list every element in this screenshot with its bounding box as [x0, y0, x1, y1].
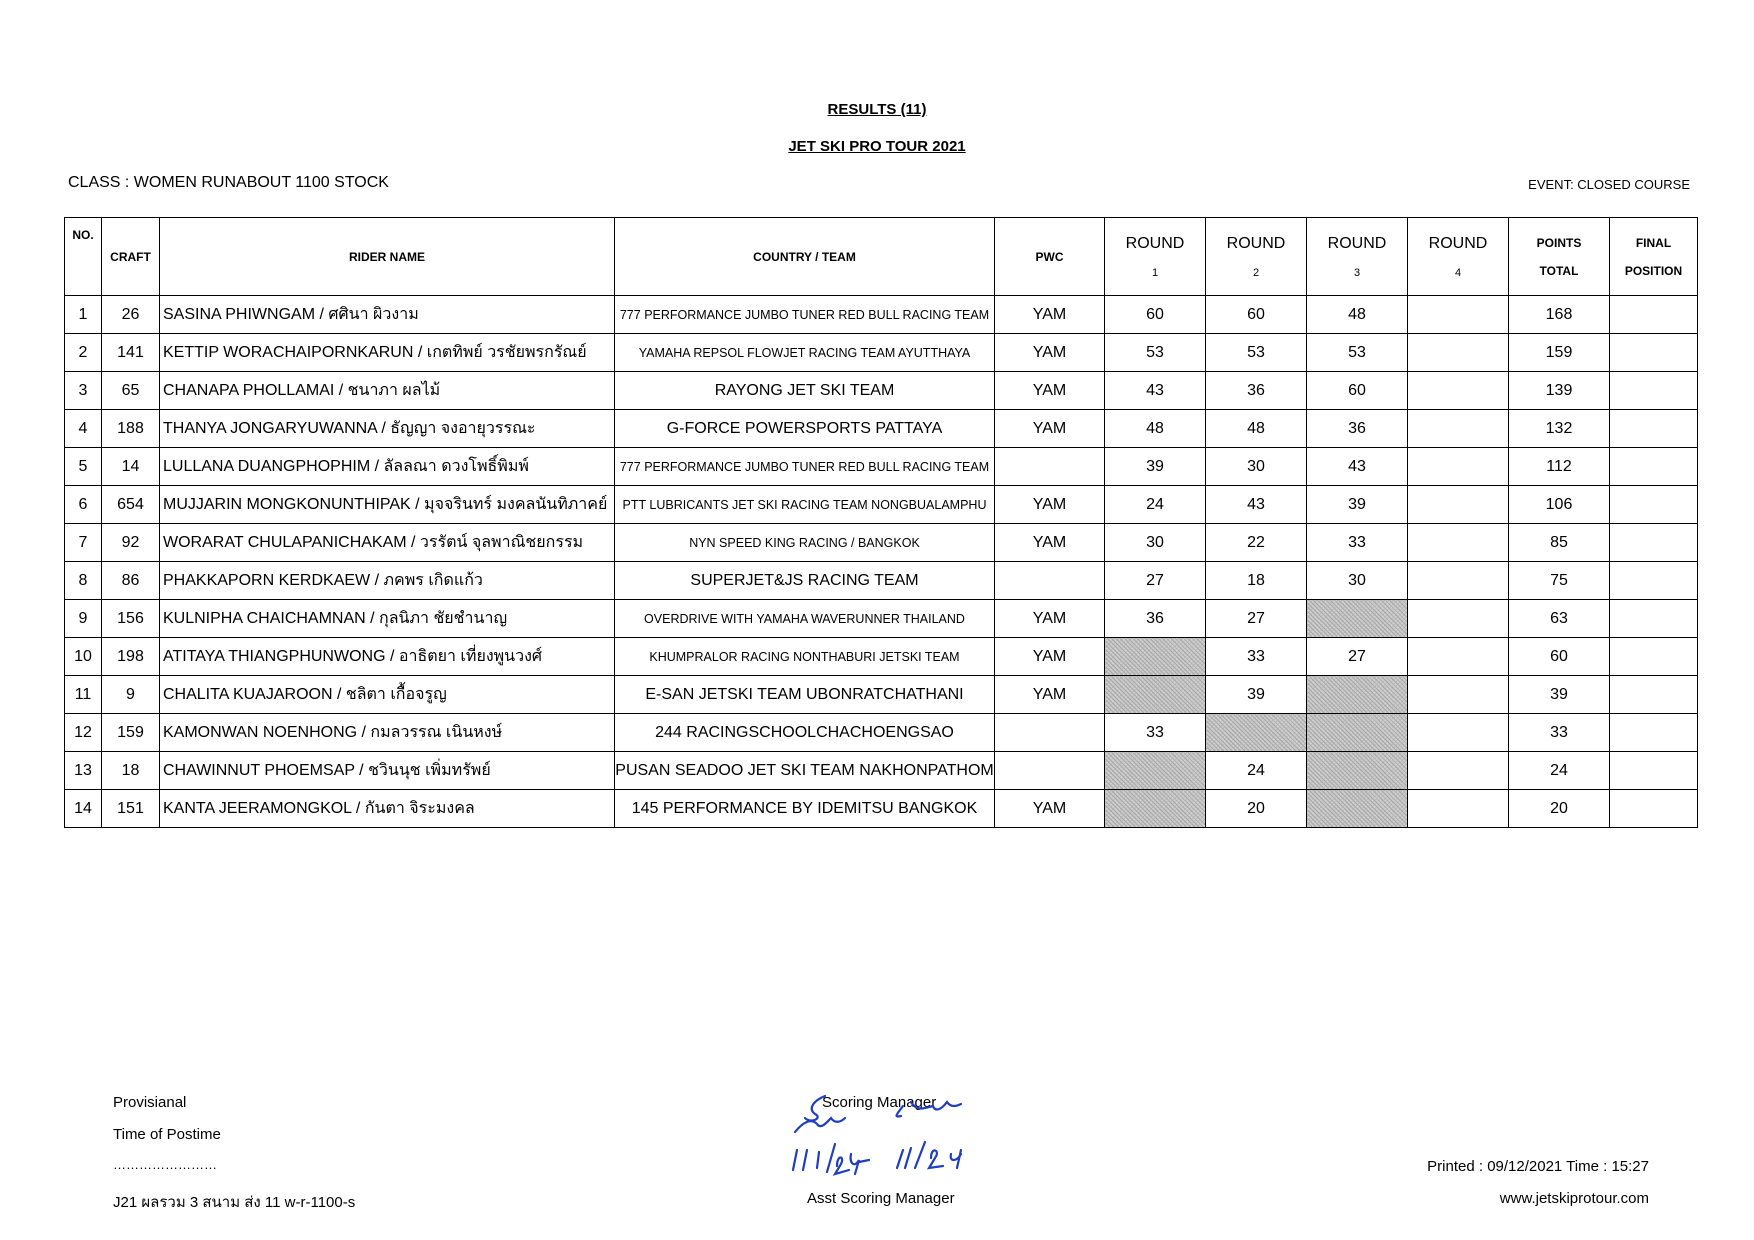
cell-team: KHUMPRALOR RACING NONTHABURI JETSKI TEAM [615, 638, 995, 676]
cell-no: 1 [65, 296, 102, 334]
col-header-no: NO. [65, 218, 102, 296]
table-row [65, 524, 1698, 562]
signature-stroke [795, 1096, 845, 1132]
cell-round-1: 39 [1105, 448, 1206, 486]
cell-round-3: 30 [1307, 562, 1408, 600]
cell-final-position [1610, 410, 1698, 448]
cell-round-1: 30 [1105, 524, 1206, 562]
cell-team: PUSAN SEADOO JET SKI TEAM NAKHONPATHOM [615, 752, 995, 790]
cell-round-2: 36 [1206, 372, 1307, 410]
cell-round-2 [1206, 714, 1307, 752]
cell-craft: 156 [102, 600, 160, 638]
cell-pwc: YAM [995, 524, 1105, 562]
cell-craft: 9 [102, 676, 160, 714]
cell-round-4 [1408, 714, 1509, 752]
cell-craft: 18 [102, 752, 160, 790]
col-header-round-1: ROUND 1 [1105, 218, 1206, 296]
cell-pwc [995, 448, 1105, 486]
cell-final-position [1610, 486, 1698, 524]
cell-round-3 [1307, 752, 1408, 790]
cell-pwc [995, 752, 1105, 790]
cell-team: RAYONG JET SKI TEAM [615, 372, 995, 410]
cell-round-1 [1105, 676, 1206, 714]
cell-points-total: 168 [1509, 296, 1610, 334]
results-table [64, 217, 1698, 828]
cell-round-1 [1105, 638, 1206, 676]
cell-no: 12 [65, 714, 102, 752]
cell-round-1: 27 [1105, 562, 1206, 600]
cell-final-position [1610, 638, 1698, 676]
cell-craft: 159 [102, 714, 160, 752]
cell-craft: 26 [102, 296, 160, 334]
cell-no: 14 [65, 790, 102, 828]
cell-no: 6 [65, 486, 102, 524]
cell-final-position [1610, 448, 1698, 486]
cell-no: 3 [65, 372, 102, 410]
signature-date-1 [793, 1144, 869, 1174]
time-of-postime-label: Time of Postime [113, 1126, 221, 1143]
table-header-row [65, 218, 1698, 296]
cell-round-3 [1307, 676, 1408, 714]
cell-round-4 [1408, 334, 1509, 372]
cell-rider: CHALITA KUAJAROON / ชลิตา เกื้อจรูญ [160, 676, 615, 714]
cell-round-2: 24 [1206, 752, 1307, 790]
cell-round-3: 53 [1307, 334, 1408, 372]
table-row [65, 410, 1698, 448]
col-header-points-total: POINTS TOTAL [1509, 218, 1610, 296]
cell-final-position [1610, 524, 1698, 562]
cell-round-3: 48 [1307, 296, 1408, 334]
cell-craft: 86 [102, 562, 160, 600]
cell-final-position [1610, 752, 1698, 790]
cell-round-2: 18 [1206, 562, 1307, 600]
cell-rider: MUJJARIN MONGKONUNTHIPAK / มุจจรินทร์ มงคลนันทิภาคย์ [160, 486, 615, 524]
cell-no: 13 [65, 752, 102, 790]
cell-final-position [1610, 562, 1698, 600]
col-header-rider: RIDER NAME [160, 218, 615, 296]
results-body [65, 296, 1698, 828]
cell-points-total: 33 [1509, 714, 1610, 752]
cell-points-total: 39 [1509, 676, 1610, 714]
cell-pwc: YAM [995, 638, 1105, 676]
cell-pwc: YAM [995, 676, 1105, 714]
cell-points-total: 132 [1509, 410, 1610, 448]
cell-points-total: 24 [1509, 752, 1610, 790]
cell-round-4 [1408, 676, 1509, 714]
cell-round-1 [1105, 752, 1206, 790]
event-series-title: JET SKI PRO TOUR 2021 [788, 138, 966, 155]
cell-round-1: 36 [1105, 600, 1206, 638]
cell-round-3: 43 [1307, 448, 1408, 486]
cell-points-total: 85 [1509, 524, 1610, 562]
cell-round-4 [1408, 638, 1509, 676]
results-title: RESULTS (11) [827, 101, 927, 118]
cell-round-2: 33 [1206, 638, 1307, 676]
cell-points-total: 75 [1509, 562, 1610, 600]
cell-no: 2 [65, 334, 102, 372]
cell-final-position [1610, 790, 1698, 828]
cell-round-2: 27 [1206, 600, 1307, 638]
cell-craft: 654 [102, 486, 160, 524]
cell-round-4 [1408, 752, 1509, 790]
cell-round-4 [1408, 600, 1509, 638]
cell-round-1: 24 [1105, 486, 1206, 524]
cell-rider: ATITAYA THIANGPHUNWONG / อาธิตยา เที่ยงพูนวงศ์ [160, 638, 615, 676]
cell-round-2: 39 [1206, 676, 1307, 714]
cell-pwc [995, 714, 1105, 752]
signature-date-2 [897, 1142, 961, 1168]
cell-points-total: 139 [1509, 372, 1610, 410]
cell-final-position [1610, 372, 1698, 410]
cell-team: G-FORCE POWERSPORTS PATTAYA [615, 410, 995, 448]
asst-scoring-manager-label: Asst Scoring Manager [807, 1190, 955, 1207]
cell-craft: 151 [102, 790, 160, 828]
cell-round-4 [1408, 448, 1509, 486]
cell-round-4 [1408, 562, 1509, 600]
table-row [65, 372, 1698, 410]
cell-round-4 [1408, 790, 1509, 828]
cell-points-total: 20 [1509, 790, 1610, 828]
cell-round-1: 48 [1105, 410, 1206, 448]
cell-craft: 65 [102, 372, 160, 410]
event-label: EVENT: CLOSED COURSE [1528, 177, 1690, 192]
cell-craft: 92 [102, 524, 160, 562]
table-row [65, 486, 1698, 524]
cell-points-total: 159 [1509, 334, 1610, 372]
col-header-round-3: ROUND 3 [1307, 218, 1408, 296]
cell-rider: CHANAPA PHOLLAMAI / ชนาภา ผลไม้ [160, 372, 615, 410]
cell-round-3: 27 [1307, 638, 1408, 676]
table-row [65, 562, 1698, 600]
cell-pwc: YAM [995, 372, 1105, 410]
cell-round-4 [1408, 410, 1509, 448]
col-header-pwc: PWC [995, 218, 1105, 296]
printed-timestamp: Printed : 09/12/2021 Time : 15:27 [1427, 1158, 1649, 1175]
cell-round-4 [1408, 372, 1509, 410]
cell-no: 9 [65, 600, 102, 638]
table-row [65, 600, 1698, 638]
cell-final-position [1610, 676, 1698, 714]
provisional-label: Provisianal [113, 1094, 187, 1111]
cell-no: 5 [65, 448, 102, 486]
cell-round-2: 43 [1206, 486, 1307, 524]
class-label: CLASS : WOMEN RUNABOUT 1100 STOCK [68, 174, 389, 191]
table-row [65, 448, 1698, 486]
cell-rider: CHAWINNUT PHOEMSAP / ชวินนุช เพิ่มทรัพย์ [160, 752, 615, 790]
cell-pwc: YAM [995, 486, 1105, 524]
signature-stroke [897, 1102, 961, 1117]
table-row [65, 752, 1698, 790]
cell-round-3: 33 [1307, 524, 1408, 562]
table-row [65, 790, 1698, 828]
col-header-round-2: ROUND 2 [1206, 218, 1307, 296]
cell-round-1: 60 [1105, 296, 1206, 334]
cell-rider: KETTIP WORACHAIPORNKARUN / เกตทิพย์ วรชัยพรกรัณย์ [160, 334, 615, 372]
cell-points-total: 60 [1509, 638, 1610, 676]
cell-pwc: YAM [995, 790, 1105, 828]
cell-rider: SASINA PHIWNGAM / ศศินา ผิวงาม [160, 296, 615, 334]
table-row [65, 676, 1698, 714]
table-row [65, 334, 1698, 372]
scoring-manager-label: Scoring Manager [822, 1094, 937, 1111]
cell-no: 10 [65, 638, 102, 676]
cell-round-3: 39 [1307, 486, 1408, 524]
cell-round-2: 20 [1206, 790, 1307, 828]
cell-team: PTT LUBRICANTS JET SKI RACING TEAM NONGBUALAMPHU [615, 486, 995, 524]
cell-no: 7 [65, 524, 102, 562]
cell-no: 8 [65, 562, 102, 600]
cell-final-position [1610, 334, 1698, 372]
cell-round-2: 30 [1206, 448, 1307, 486]
cell-craft: 198 [102, 638, 160, 676]
postime-blank: …………………… [113, 1157, 217, 1172]
cell-craft: 14 [102, 448, 160, 486]
cell-team: NYN SPEED KING RACING / BANGKOK [615, 524, 995, 562]
cell-rider: WORARAT CHULAPANICHAKAM / วรรัตน์ จุลพาณิชยกรรม [160, 524, 615, 562]
handwritten-signatures [785, 1088, 995, 1188]
col-header-craft: CRAFT [102, 218, 160, 296]
cell-rider: LULLANA DUANGPHOPHIM / ลัลลณา ดวงโพธิ์พิมพ์ [160, 448, 615, 486]
cell-final-position [1610, 296, 1698, 334]
cell-round-3: 60 [1307, 372, 1408, 410]
cell-team: 777 PERFORMANCE JUMBO TUNER RED BULL RACING TEAM [615, 448, 995, 486]
cell-points-total: 63 [1509, 600, 1610, 638]
cell-pwc [995, 562, 1105, 600]
cell-round-2: 60 [1206, 296, 1307, 334]
cell-round-3 [1307, 714, 1408, 752]
cell-round-4 [1408, 486, 1509, 524]
cell-no: 11 [65, 676, 102, 714]
cell-rider: PHAKKAPORN KERDKAEW / ภคพร เกิดแก้ว [160, 562, 615, 600]
cell-round-2: 48 [1206, 410, 1307, 448]
cell-round-2: 22 [1206, 524, 1307, 562]
cell-round-3: 36 [1307, 410, 1408, 448]
cell-craft: 141 [102, 334, 160, 372]
cell-rider: KULNIPHA CHAICHAMNAN / กุลนิภา ชัยชำนาญ [160, 600, 615, 638]
table-row [65, 714, 1698, 752]
cell-round-4 [1408, 524, 1509, 562]
cell-round-2: 53 [1206, 334, 1307, 372]
col-header-round-4: ROUND 4 [1408, 218, 1509, 296]
cell-pwc: YAM [995, 600, 1105, 638]
cell-round-1: 33 [1105, 714, 1206, 752]
cell-team: YAMAHA REPSOL FLOWJET RACING TEAM AYUTTHAYA [615, 334, 995, 372]
col-header-team: COUNTRY / TEAM [615, 218, 995, 296]
cell-pwc: YAM [995, 410, 1105, 448]
cell-round-1: 43 [1105, 372, 1206, 410]
cell-pwc: YAM [995, 296, 1105, 334]
cell-team: 777 PERFORMANCE JUMBO TUNER RED BULL RACING TEAM [615, 296, 995, 334]
col-header-final-position: FINAL POSITION [1610, 218, 1698, 296]
cell-points-total: 112 [1509, 448, 1610, 486]
table-row [65, 296, 1698, 334]
cell-round-1 [1105, 790, 1206, 828]
cell-rider: KAMONWAN NOENHONG / กมลวรรณ เนินหงษ์ [160, 714, 615, 752]
cell-pwc: YAM [995, 334, 1105, 372]
cell-no: 4 [65, 410, 102, 448]
file-reference: J21 ผลรวม 3 สนาม ส่ง 11 w-r-1100-s [113, 1194, 356, 1211]
cell-team: 244 RACINGSCHOOLCHACHOENGSAO [615, 714, 995, 752]
cell-craft: 188 [102, 410, 160, 448]
cell-rider: THANYA JONGARYUWANNA / ธัญญา จงอายุวรรณะ [160, 410, 615, 448]
cell-round-3 [1307, 600, 1408, 638]
cell-round-3 [1307, 790, 1408, 828]
cell-team: SUPERJET&JS RACING TEAM [615, 562, 995, 600]
cell-team: E-SAN JETSKI TEAM UBONRATCHATHANI [615, 676, 995, 714]
cell-team: OVERDRIVE WITH YAMAHA WAVERUNNER THAILAND [615, 600, 995, 638]
cell-final-position [1610, 600, 1698, 638]
cell-points-total: 106 [1509, 486, 1610, 524]
cell-round-4 [1408, 296, 1509, 334]
cell-team: 145 PERFORMANCE BY IDEMITSU BANGKOK [615, 790, 995, 828]
cell-rider: KANTA JEERAMONGKOL / กันตา จิระมงคล [160, 790, 615, 828]
website-link: www.jetskiprotour.com [1499, 1190, 1649, 1207]
table-row [65, 638, 1698, 676]
cell-final-position [1610, 714, 1698, 752]
cell-round-1: 53 [1105, 334, 1206, 372]
